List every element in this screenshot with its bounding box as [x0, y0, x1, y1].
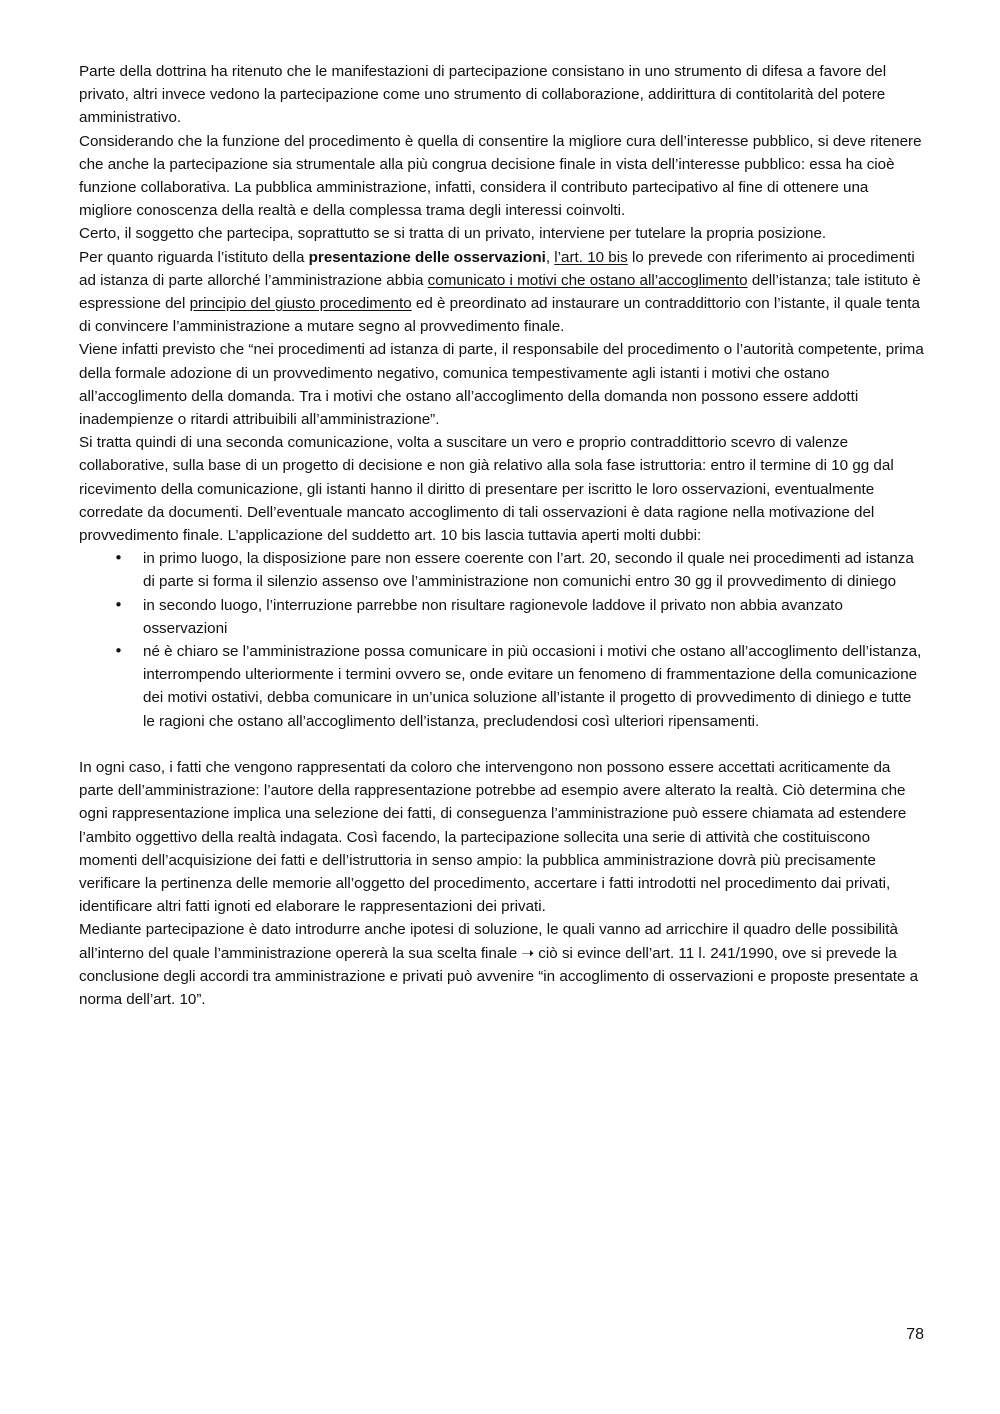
text-fragment: Per quanto riguarda l’istituto della: [79, 248, 309, 266]
paragraph-soggetto-partecipa: Certo, il soggetto che partecipa, soprattutto se si tratta di un privato, interviene per tutelare la propria posizione.: [79, 225, 827, 243]
paragraph-presentazione-osservazioni: [79, 246, 924, 339]
bullet-list-dubbi: [79, 547, 924, 733]
paragraph-seconda-comunicazione: Si tratta quindi di una seconda comunicazione, volta a suscitare un vero e proprio contraddittorio scevro di valenze collaborative, sulla base di un progetto di decisione e non già relativo alla sola fase istruttoria: entro il termine di 10 gg dal ricevimento della comunicazione, gli istanti hanno il diritto di presentare per iscritto le loro osservazioni, eventualmente corredate da documenti. Dell’eventuale mancato accoglimento di tali osservazioni è data ragione nella motivazione del provvedimento finale. L’applicazione del suddetto art. 10 bis lascia tuttavia aperti molti dubbi:: [79, 434, 894, 545]
paragraph-ipotesi-soluzione: Mediante partecipazione è dato introdurre anche ipotesi di soluzione, le quali vanno ad arricchire il quadro delle possibilità all’interno del quale l’amministrazione opererà la sua scelta finale ➝ ciò si evince dell’art. 11 l. 241/1990, ove si prevede la conclusione degli accordi tra amministrazione e privati può avvenire “in accoglimento di osservazioni e proposte presentate a norma dell’art. 10”.: [79, 921, 919, 1008]
page-number: 78: [906, 1326, 924, 1343]
list-item: • in secondo luogo, l’interruzione parrebbe non risultare ragionevole laddove il privato non abbia avanzato osservazioni: [143, 594, 924, 640]
list-item: • in primo luogo, la disposizione pare non essere coerente con l’art. 20, secondo il quale nei procedimenti ad istanza di parte si forma il silenzio assenso ove l’amministrazione non comunichi entro 30 gg il provvedimento di diniego: [143, 547, 924, 593]
document-page: [79, 60, 924, 1011]
bold-term-presentazione-osservazioni: presentazione delle osservazioni: [308, 248, 546, 266]
underlined-giusto-procedimento: principio del giusto procedimento: [189, 295, 412, 313]
paragraph-citazione-norma: Viene infatti previsto che “nei procedimenti ad istanza di parte, il responsabile del procedimento o l’autorità competente, prima della formale adozione di un provvedimento negativo, comunica tempestivamente agli istanti i motivi che ostano all’accoglimento della domanda. Tra i motivi che ostano all’accoglimento della domanda non possono essere addotti inadempienze o ritardi attribuibili all’amministrazione”.: [79, 341, 924, 429]
list-item: • né è chiaro se l’amministrazione possa comunicare in più occasioni i motivi che ostano all’accoglimento dell’istanza, interrompendo ulteriormente i termini ovvero se, onde evitare un fenomeno di frammentazione della comunicazione dei motivi ostativi, debba comunicare in un’unica soluzione all’istante il progetto di provvedimento di diniego e tutte le ragioni che ostano all’accoglimento dell’istanza, precludendosi così ulteriori ripensamenti.: [143, 640, 924, 733]
underlined-comunicato-motivi: comunicato i motivi che ostano all’accoglimento: [427, 271, 748, 289]
text-fragment: lo prevede con riferimento ai procedimenti ad istanza di parte allorché l’amministrazione abbia: [79, 248, 915, 289]
paragraph-dottrina: Parte della dottrina ha ritenuto che le manifestazioni di partecipazione consistano in uno strumento di difesa a favore del privato, altri invece vedono la partecipazione come uno strumento di collaborazione, addirittura di contitolarità del potere amministrativo.: [79, 63, 887, 127]
paragraph-funzione-procedimento: Considerando che la funzione del procedimento è quella di consentire la migliore cura dell’interesse pubblico, si deve ritenere che anche la partecipazione sia strumentale alla più congrua decisione finale in vista dell’interesse pubblico: essa ha cioè funzione collaborativa. La pubblica amministrazione, infatti, considera il contributo partecipativo al fine di ottenere una migliore conoscenza della realtà e della complessa trama degli interessi coinvolti.: [79, 132, 922, 220]
text-fragment: dell’istanza; tale istituto è espressione del: [79, 271, 921, 313]
underlined-art-10-bis: l’art. 10 bis: [554, 248, 628, 266]
text-fragment: ,: [545, 248, 555, 266]
paragraph-fatti-rappresentati: In ogni caso, i fatti che vengono rappresentati da coloro che intervengono non possono essere accettati acriticamente da parte dell’amministrazione: l’autore della rappresentazione potrebbe ad esempio avere alterato la realtà. Ciò determina che ogni rappresentazione implica una selezione dei fatti, di conseguenza l’amministrazione può essere chiamata ad estendere l’ambito oggettivo della realtà indagata. Così facendo, la partecipazione sollecita una serie di attività che costituiscono momenti dell’acquisizione dei fatti e dell’istruttoria in senso ampio: la pubblica amministrazione dovrà più precisamente verificare la pertinenza delle memorie all’oggetto del procedimento, accertare i fatti introdotti nel procedimento dai privati, identificare altri fatti ignoti ed elaborare le rappresentazioni dei privati.: [79, 758, 907, 916]
blank-line: [79, 733, 924, 756]
text-fragment: ed è preordinato ad instaurare un contraddittorio con l’istante, il quale tenta di convincere l’amministrazione a mutare segno al provvedimento finale.: [79, 295, 920, 336]
